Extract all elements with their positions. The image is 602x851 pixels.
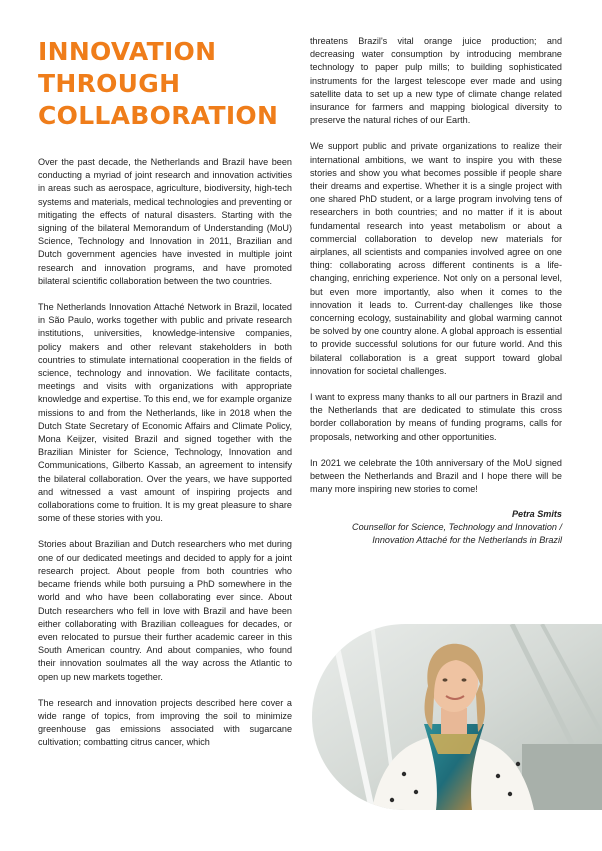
signature-role-line-1: Counsellor for Science, Technology and Innovation / bbox=[352, 521, 562, 532]
paragraph-projects: The research and innovation projects described here cover a wide range of topics, from improving the soil to minimize greenhouse gas emissions associated with sugarcane cultivation; combatting citrus cancer, which bbox=[38, 697, 292, 748]
paragraph-thanks: I want to express many thanks to all our partners in Brazil and the Netherlands that are dedicated to stimulate this cross border collaboration by means of funding programs, calls for proposals, networking and other opportunities. bbox=[310, 392, 562, 442]
paragraph-attache-network: The Netherlands Innovation Attaché Network in Brazil, located in São Paulo, works together with public and private research institutions, universities, knowledge-intensive companies, policy makers and other relevant stakeholders in both countries to stimulate international cooperation in the fields of science, technology and innovation. We facilitate contacts, meetings and visits with organizations with appropriate knowledge and expertise. To this end, we for example organize missions to and from the Netherlands, like in 2018 when the Dutch State Secretary of Economic Affairs and Climate Policy, Mona Keijzer, visited Brazil and signed together with the Brazilian Minister for Science, Technology, Innovation and Communications, Gilberto Kassab, an agreement to intensify the bilateral collaboration. Over the years, we have supported and witnessed a vast amount of inspiring projects and collaborations come to fruition. It is my great pleasure to share some of these stories with you. bbox=[38, 302, 292, 524]
paragraph-intro: Over the past decade, the Netherlands and Brazil have been conducting a myriad of joint research and innovation activities in areas such as aerospace, agriculture, biodiversity, high-tech systems and materials, medical technologies and preventing or mitigating the effects of natural disasters. Starting with the signing of the bilateral Memorandum of Understanding (MoU) Science, Technology and Innovation in 2011, Brazilian and Dutch government agencies have invested in multiple joint research and innovation programs, and have promoted bilateral scientific collaboration between the two countries. bbox=[38, 157, 292, 286]
paragraph-anniversary: In 2021 we celebrate the 10th anniversary of the MoU signed between the Netherlands and Brazil and I hope there will be many more inspiring new stories to come! bbox=[310, 457, 562, 495]
title-line-3: COLLABORATION bbox=[38, 101, 279, 130]
title-line-2: THROUGH bbox=[38, 69, 181, 98]
paragraph-projects-continued: threatens Brazil's vital orange juice production; and decreasing water consumption by introducing membrane technology to paper pulp mills; to building sophisticated instruments for the largest telescope ever made and using satellite data to set up a new type of climate change related insurance for farmers and mapping biological diversity to preserve the natural riches of our Earth. bbox=[310, 36, 562, 126]
right-column bbox=[310, 35, 562, 547]
left-column bbox=[38, 156, 292, 763]
portrait-photo bbox=[312, 624, 602, 810]
signature-name: Petra Smits bbox=[511, 508, 562, 519]
title-line-1: INNOVATION bbox=[38, 37, 217, 66]
signature-role-line-2: Innovation Attaché for the Netherlands in Brazil bbox=[372, 534, 562, 545]
page-title bbox=[38, 36, 298, 132]
paragraph-support: We support public and private organizations to realize their international ambitions, we want to inspire you with these stories and show you what becomes possible if people share their dreams and expertise. Whether it is a single project with one shared PhD student, or a large program involving tens of researchers in both countries; and no matter if it is about fundamental research into yeast metabolism or about a commercial collaboration to develop new materials for airplanes, all scientists and companies involved agree on one thing: collaborating across different continents is a life-changing, enriching experience. Not only on a personal level, but even more importantly, also when it comes to the innovation it leads to. Current-day challenges like those concerning ecology, sustainability and global warming cannot be solved by one country alone. A global approach is essential to provide successful solutions for our future world. And this bilateral collaboration is a great support toward global innovation for societal challenges. bbox=[310, 141, 562, 376]
portrait-illustration bbox=[312, 624, 602, 810]
signature bbox=[310, 508, 562, 548]
paragraph-stories: Stories about Brazilian and Dutch researchers who met during one of our dedicated meetings and decided to apply for a joint research project. About people from both countries who became friends while both pursuing a PhD somewhere in the world and who have been collaborating ever since. About Dutch researchers who fell in love with Brazil and have been either collaborating with Brazilian colleagues for decades, or even relocated to pursue their further academic career in this South American country. And about companies, who found their innovation soulmates all the way across the Atlantic to open up new markets together. bbox=[38, 539, 292, 682]
